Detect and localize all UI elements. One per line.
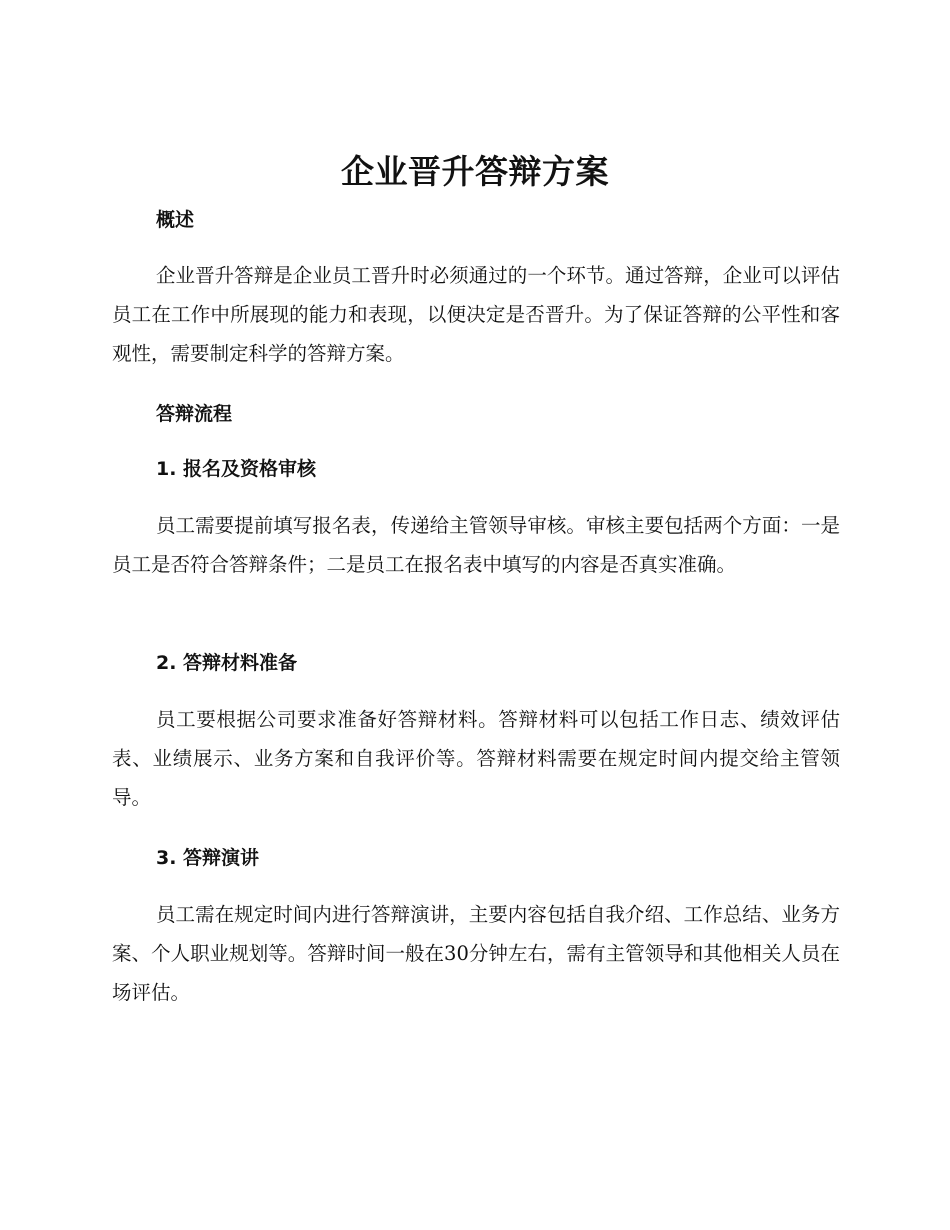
- section-heading-materials: 2. 答辩材料准备: [156, 652, 298, 674]
- document-title: 企业晋升答辩方案: [341, 152, 609, 191]
- section-paragraph-materials: 员工要根据公司要求准备好答辩材料。答辩材料可以包括工作日志、绩效评估表、业绩展示、业务方案和自我评价等。答辩材料需要在规定时间内提交给主管领导。: [112, 708, 840, 809]
- section-heading-registration: 1. 报名及资格审核: [156, 458, 317, 480]
- section-paragraph-registration: 员工需要提前填写报名表，传递给主管领导审核。审核主要包括两个方面：一是员工是否符合答辩条件；二是员工在报名表中填写的内容是否真实准确。: [112, 514, 840, 576]
- section-heading-process: 答辩流程: [156, 403, 233, 425]
- section-paragraph-speech: 员工需在规定时间内进行答辩演讲，主要内容包括自我介绍、工作总结、业务方案、个人职业规划等。答辩时间一般在30分钟左右，需有主管领导和其他相关人员在场评估。: [112, 903, 840, 1004]
- section-heading-speech: 3. 答辩演讲: [156, 847, 260, 869]
- section-paragraph-overview: 企业晋升答辩是企业员工晋升时必须通过的一个环节。通过答辩，企业可以评估员工在工作中所展现的能力和表现，以便决定是否晋升。为了保证答辩的公平性和客观性，需要制定科学的答辩方案。: [112, 264, 840, 365]
- section-heading-overview: 概述: [156, 209, 195, 231]
